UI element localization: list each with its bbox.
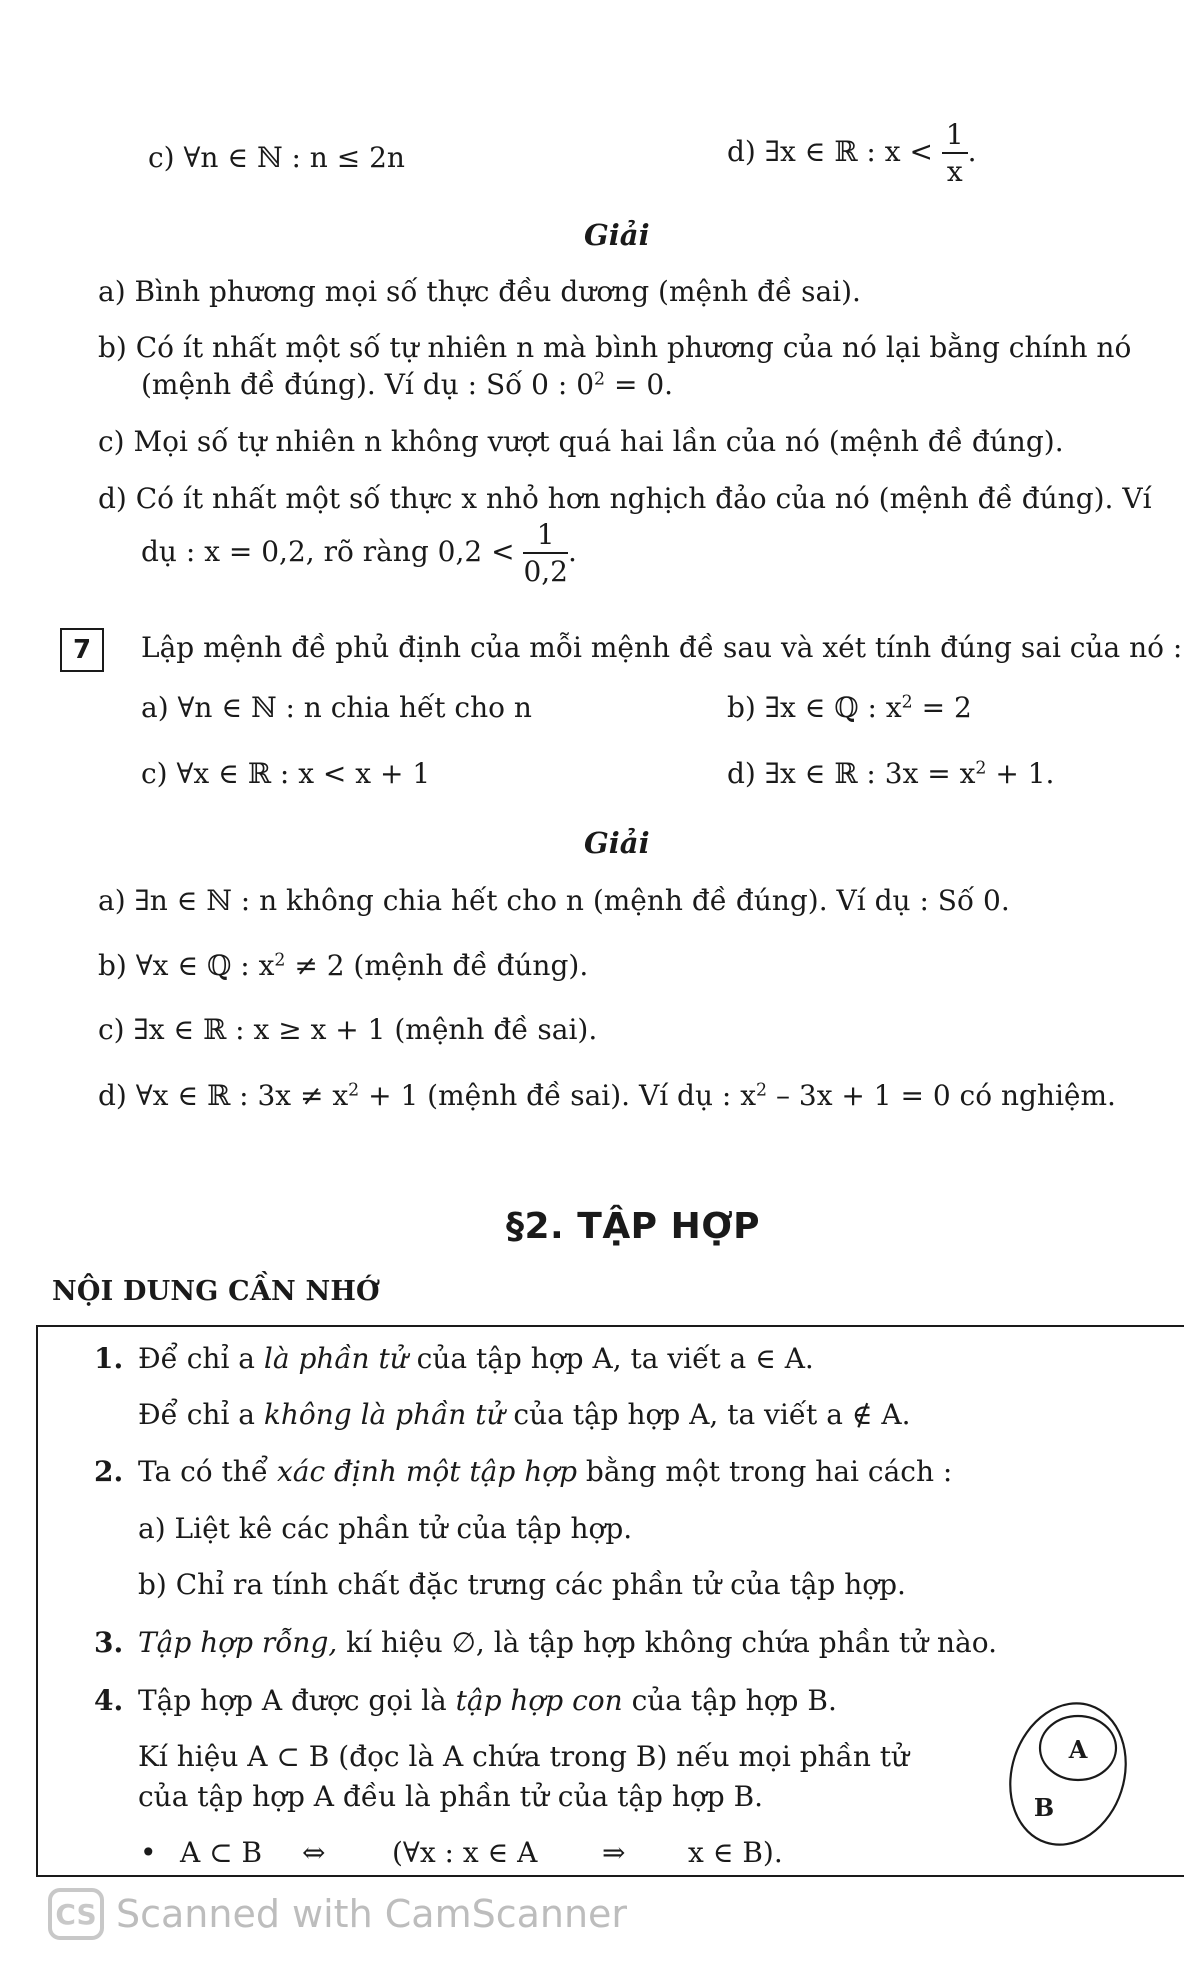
- exponent: 2: [901, 692, 913, 713]
- item-number: 4.: [94, 1684, 124, 1717]
- bullet: •: [140, 1836, 157, 1869]
- item-number: 2.: [94, 1455, 124, 1488]
- sol7-d: [98, 1079, 1116, 1113]
- formula-conclusion: x ∈ B).: [688, 1836, 783, 1869]
- sol6-b-line1: b) Có ít nhất một số tự nhiên n mà bình phương của nó lại bằng chính nó: [98, 331, 1132, 364]
- text: + 1.: [986, 757, 1055, 790]
- item4-line2: Kí hiệu A ⊂ B (đọc là A chứa trong B) nếu mọi phần tử: [138, 1740, 910, 1773]
- sol6-c: c) Mọi số tự nhiên n không vượt quá hai lần của nó (mệnh đề đúng).: [98, 425, 1064, 458]
- sol6-d-line2: [141, 520, 577, 587]
- section-title: §2. TẬP HỢP: [506, 1206, 761, 1247]
- emphasis: tập hợp con: [455, 1684, 623, 1717]
- sol7-a: a) ∃n ∈ ℕ : n không chia hết cho n (mệnh đề đúng). Ví dụ : Số 0.: [98, 884, 1010, 917]
- text: kí hiệu ∅, là tập hợp không chứa phần tử nào.: [337, 1626, 998, 1659]
- item3-line: [138, 1626, 997, 1660]
- emphasis: không là phần tử: [263, 1398, 505, 1431]
- item4-line1: [138, 1684, 837, 1718]
- fraction: [523, 520, 568, 587]
- ex6-item-d: [727, 120, 977, 187]
- venn-diagram: [1006, 1690, 1136, 1850]
- formula-premise: (∀x : x ∈ A: [392, 1836, 538, 1869]
- item2-sub-a: a) Liệt kê các phần tử của tập hợp.: [138, 1512, 633, 1545]
- text: d) ∀x ∈ ℝ : 3x ≠ x: [98, 1079, 349, 1112]
- set-a-label: A: [1068, 1735, 1088, 1764]
- text: của tập hợp B.: [622, 1684, 837, 1717]
- text: (mệnh đề đúng). Ví dụ : Số 0 : 0: [141, 368, 595, 401]
- ex6-item-d-text: d) ∃x ∈ ℝ : x <: [727, 134, 933, 168]
- solution-heading: Giải: [584, 826, 650, 860]
- text: của tập hợp A, ta viết a ∉ A.: [504, 1398, 911, 1431]
- text: b) ∃x ∈ ℚ : x: [727, 691, 902, 724]
- exponent: 2: [348, 1080, 360, 1101]
- emphasis: xác định một tập hợp: [276, 1455, 578, 1488]
- set-b-label: B: [1033, 1793, 1055, 1822]
- sol7-c: c) ∃x ∈ ℝ : x ≥ x + 1 (mệnh đề sai).: [98, 1013, 598, 1046]
- implication-symbol: ⇒: [602, 1836, 626, 1869]
- text: d) ∃x ∈ ℝ : 3x = x: [727, 757, 976, 790]
- sol6-b-line2: [141, 368, 673, 402]
- subheading: NỘI DUNG CẦN NHỚ: [52, 1276, 380, 1307]
- sol6-d-line1: d) Có ít nhất một số thực x nhỏ hơn nghịch đảo của nó (mệnh đề đúng). Ví: [98, 482, 1152, 515]
- item1-line2: [138, 1398, 911, 1432]
- fraction-denominator: 0,2: [523, 555, 568, 589]
- text: Để chỉ a: [138, 1342, 264, 1375]
- ex7-item-c: c) ∀x ∈ ℝ : x < x + 1: [141, 757, 431, 790]
- exponent: 2: [975, 758, 987, 779]
- exponent: 2: [274, 950, 286, 971]
- item2-line1: [138, 1455, 952, 1489]
- text: = 0.: [605, 368, 674, 401]
- item-number: 1.: [94, 1342, 124, 1375]
- text: của tập hợp A, ta viết a ∈ A.: [407, 1342, 814, 1375]
- exponent: 2: [756, 1080, 768, 1101]
- period: .: [567, 534, 577, 568]
- sol6-a: a) Bình phương mọi số thực đều dương (mệnh đề sai).: [98, 275, 861, 308]
- set-b-ellipse: [1006, 1690, 1136, 1850]
- solution-heading: Giải: [584, 218, 650, 252]
- text: b) ∀x ∈ ℚ : x: [98, 949, 275, 982]
- item-number: 3.: [94, 1626, 124, 1659]
- ex7-item-d: [727, 757, 1054, 791]
- fraction-numerator: 1: [523, 520, 568, 554]
- text: + 1 (mệnh đề sai). Ví dụ : x: [359, 1079, 757, 1112]
- fraction: [942, 120, 968, 187]
- text: Để chỉ a: [138, 1398, 264, 1431]
- exercise-number-box: 7: [60, 628, 104, 672]
- item4-line3: của tập hợp A đều là phần tử của tập hợp B.: [138, 1780, 764, 1813]
- text: Ta có thể: [138, 1455, 277, 1488]
- emphasis: Tập hợp rỗng,: [138, 1626, 338, 1659]
- formula-subset: A ⊂ B: [180, 1836, 263, 1869]
- watermark-text: Scanned with CamScanner: [116, 1892, 628, 1936]
- text: dụ : x = 0,2, rõ ràng 0,2 <: [141, 534, 515, 568]
- text: – 3x + 1 = 0 có nghiệm.: [767, 1079, 1116, 1112]
- ex6-item-c: c) ∀n ∈ ℕ : n ≤ 2n: [148, 141, 405, 174]
- ex7-prompt: Lập mệnh đề phủ định của mỗi mệnh đề sau và xét tính đúng sai của nó :: [141, 631, 1183, 664]
- text: ≠ 2 (mệnh đề đúng).: [285, 949, 589, 982]
- period: .: [967, 134, 977, 168]
- ex7-item-a: a) ∀n ∈ ℕ : n chia hết cho n: [141, 691, 532, 724]
- camscanner-logo-icon: CS: [48, 1888, 104, 1940]
- equivalence-symbol: ⇔: [302, 1836, 326, 1869]
- item1-line1: [138, 1342, 814, 1376]
- text: = 2: [912, 691, 972, 724]
- fraction-denominator: x: [946, 155, 963, 189]
- text: Tập hợp A được gọi là: [138, 1684, 456, 1717]
- fraction-numerator: 1: [942, 120, 968, 154]
- item2-sub-b: b) Chỉ ra tính chất đặc trưng các phần tử của tập hợp.: [138, 1568, 906, 1601]
- sol7-b: [98, 949, 588, 983]
- emphasis: là phần tử: [263, 1342, 408, 1375]
- scanner-watermark: [48, 1888, 627, 1940]
- exponent: 2: [594, 369, 606, 390]
- text: bằng một trong hai cách :: [577, 1455, 953, 1488]
- ex7-item-b: [727, 691, 972, 725]
